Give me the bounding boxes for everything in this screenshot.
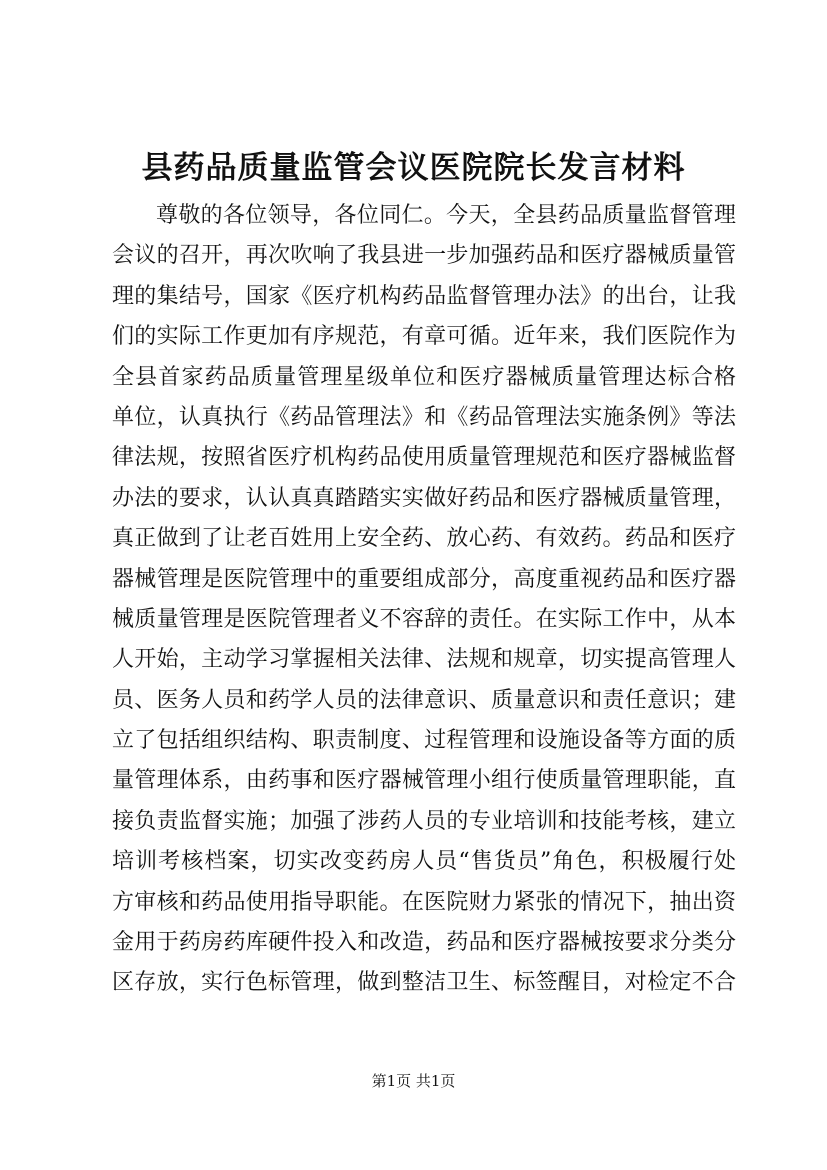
body-line: 真正做到了让老百姓用上安全药、放心药、有效药。药品和医疗 <box>112 526 736 552</box>
body-line: 人开始，主动学习掌握相关法律、法规和规章，切实提高管理人 <box>112 647 736 673</box>
body-line: 器械管理是医院管理中的重要组成部分，高度重视药品和医疗器 <box>112 566 736 592</box>
body-line: 械质量管理是医院管理者义不容辞的责任。在实际工作中，从本 <box>112 606 736 632</box>
body-line: 们的实际工作更加有序规范，有章可循。近年来，我们医院作为 <box>112 324 736 350</box>
body-line: 全县首家药品质量管理星级单位和医疗器械质量管理达标合格 <box>112 364 736 390</box>
body-line: 理的集结号，国家《医疗机构药品监督管理办法》的出台，让我 <box>112 283 736 309</box>
document-body <box>112 196 736 1004</box>
body-line: 尊敬的各位领导，各位同仁。今天，全县药品质量监督管理 <box>156 203 736 228</box>
body-line: 单位，认真执行《药品管理法》和《药品管理法实施条例》等法 <box>112 404 736 430</box>
body-line: 培训考核档案，切实改变药房人员“售货员”角色，积极履行处 <box>112 849 736 875</box>
body-line: 员、医务人员和药学人员的法律意识、质量意识和责任意识；建 <box>112 687 736 713</box>
body-line: 立了包括组织结构、职责制度、过程管理和设施设备等方面的质 <box>112 728 736 754</box>
body-line: 接负责监督实施；加强了涉药人员的专业培训和技能考核，建立 <box>112 808 736 834</box>
body-line: 方审核和药品使用指导职能。在医院财力紧张的情况下，抽出资 <box>112 889 736 915</box>
body-line: 金用于药房药库硬件投入和改造，药品和医疗器械按要求分类分 <box>112 930 736 956</box>
page-footer: 第1页 共1页 <box>371 1072 456 1090</box>
body-line: 律法规，按照省医疗机构药品使用质量管理规范和医疗器械监督 <box>112 445 736 471</box>
body-line: 办法的要求，认认真真踏踏实实做好药品和医疗器械质量管理， <box>112 485 736 511</box>
document-title: 县药品质量监管会议医院院长发言材料 <box>141 150 686 186</box>
body-line: 会议的召开，再次吹响了我县进一步加强药品和医疗器械质量管 <box>112 243 736 269</box>
body-line: 区存放，实行色标管理，做到整洁卫生、标签醒目，对检定不合 <box>112 970 736 996</box>
body-line: 量管理体系，由药事和医疗器械管理小组行使质量管理职能，直 <box>112 768 736 794</box>
